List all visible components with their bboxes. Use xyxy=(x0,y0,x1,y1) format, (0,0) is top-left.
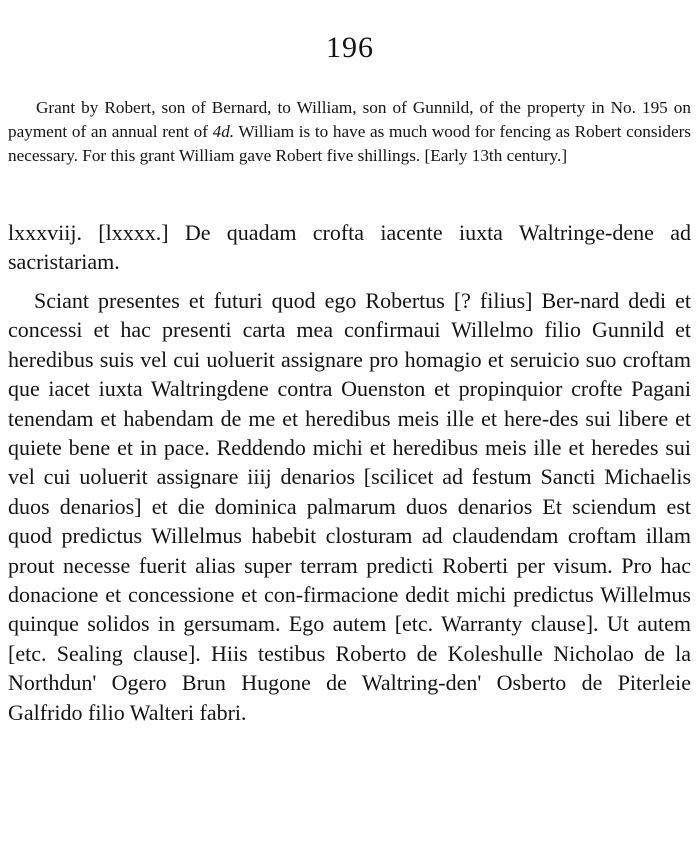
charter-summary xyxy=(8,96,691,168)
summary-text-after-rent: William is to have as much wood for fencing as Robert considers necessary. For this grant William gave Robert five shillings. [Early 13th century.] xyxy=(8,122,691,165)
summary-text-before-rent: Grant by Robert, son of Bernard, to William, son of Gunnild, of the property in No. 195 on payment of an annual rent of xyxy=(8,98,691,141)
charter-text: Sciant presentes et futuri quod ego Robertus [? filius] Ber-nard dedi et concessi et hac presenti carta mea confirmaui Willelmo filio Gunnild et heredibus suis vel cui uoluerit assignare pro homagio et seruicio suo croftam que iacet iuxta Waltringdene contra Ouenston et propinquior crofte Pagani tenendam et habendam de me et heredibus meis ille et here-des sui libere et quiete bene et in pace. Reddendo michi et heredibus meis ille et heredes sui vel cui uoluerit assignare iiij denarios [scilicet ad festum Sancti Michaelis duos denarios] et die dominica palmarum duos denarios Et sciendum est quod predictus Willelmus habebit closturam ad claudendam croftam illam prout necesse fuerit alias super terram predicti Roberti per visum. Pro hac donacione et concessione et con-firmacione dedit michi predictus Willelmus quinque solidos in gersumam. Ego autem [etc. Warranty clause]. Ut autem [etc. Sealing clause]. Hiis testibus Roberto de Koleshulle Nicholao de la Northdun' Ogero Brun Hugone de Waltring-den' Osberto de Piterleie Galfrido filio Walteri fabri. xyxy=(8,288,691,725)
page-number: 196 xyxy=(326,31,374,64)
rent-amount: 4d. xyxy=(212,122,235,141)
charter-heading: lxxxviij. [lxxxx.] De quadam crofta iacente iuxta Waltringe-dene ad sacristariam. xyxy=(8,220,691,274)
